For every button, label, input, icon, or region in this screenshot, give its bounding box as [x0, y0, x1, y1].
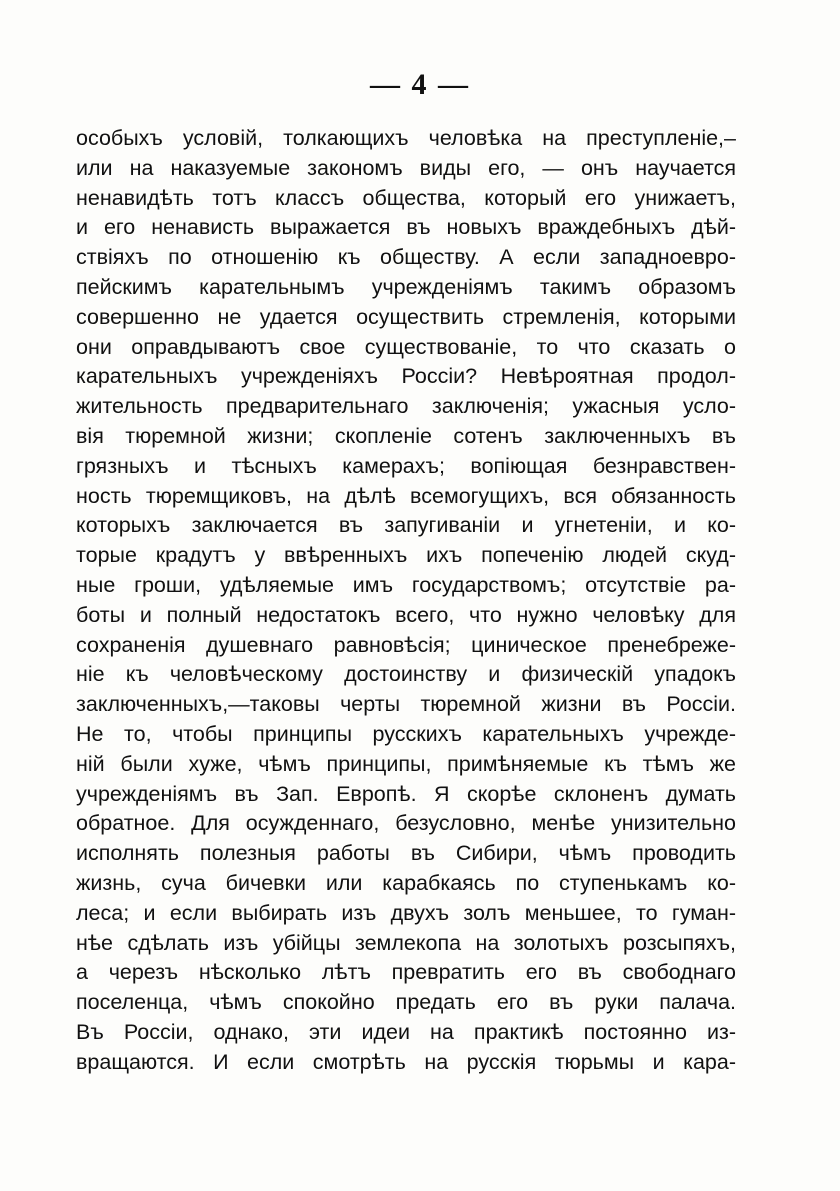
- text-line: обратное. Для осужденнаго, безусловно, менѣе унизительно: [76, 811, 736, 836]
- text-line: исполнять полезныя работы въ Сибири, чѣмъ проводить: [76, 841, 736, 866]
- text-line: а черезъ нѣсколько лѣтъ превратить его въ свободнаго: [76, 960, 736, 985]
- text-line: грязныхъ и тѣсныхъ камерахъ; вопіющая безнравствен-: [76, 453, 736, 478]
- text-line: учрежденіямъ въ Зап. Европѣ. Я скорѣе склоненъ думать: [76, 781, 736, 806]
- text-line: ненавидѣть тотъ классъ общества, который его унижаетъ,: [76, 185, 736, 210]
- text-line: вія тюремной жизни; скопленіе сотенъ заключенныхъ въ: [76, 423, 736, 448]
- text-line: особыхъ условій, толкающихъ человѣка на преступленіе,–: [76, 126, 736, 150]
- text-line: вращаются. И если смотрѣть на русскія тюрьмы и кара-: [76, 1049, 736, 1074]
- text-line: и его ненависть выражается въ новыхъ враждебныхъ дѣй-: [76, 215, 736, 240]
- text-line: сохраненія душевнаго равновѣсія; циническое пренебреже-: [76, 632, 736, 657]
- text-line: нѣе сдѣлать изъ убійцы землекопа на золотыхъ розсыпяхъ,: [76, 930, 736, 955]
- text-line: торые крадутъ у ввѣренныхъ ихъ попеченію людей скуд-: [76, 543, 736, 568]
- text-line: боты и полный недостатокъ всего, что нужно человѣку для: [76, 602, 736, 627]
- text-line: заключенныхъ,—таковы черты тюремной жизни въ Россіи.: [76, 692, 736, 717]
- text-line: совершенно не удается осуществить стремленія, которыми: [76, 304, 736, 329]
- text-line: ные гроши, удѣляемые имъ государствомъ; отсутствіе ра-: [76, 572, 736, 597]
- text-line: карательныхъ учрежденіяхъ Россіи? Невѣроятная продол-: [76, 364, 736, 389]
- text-line: поселенца, чѣмъ спокойно предать его въ руки палача.: [76, 990, 736, 1015]
- text-line: ность тюремщиковъ, на дѣлѣ всемогущихъ, вся обязанность: [76, 483, 736, 508]
- text-line: они оправдываютъ свое существованіе, то что сказать о: [76, 334, 736, 359]
- text-line: жизнь, суча бичевки или карабкаясь по ступенькамъ ко-: [76, 870, 736, 895]
- text-line: леса; и если выбирать изъ двухъ золъ меньшее, то гуман-: [76, 900, 736, 925]
- body-text: [76, 124, 736, 1078]
- text-line: жительность предварительнаго заключенія; ужасныя усло-: [76, 394, 736, 419]
- text-line: или на наказуемые закономъ виды его, — онъ научается: [76, 155, 736, 180]
- text-line: Въ Россіи, однако, эти идеи на практикѣ постоянно из-: [76, 1019, 736, 1044]
- text-line: пейскимъ карательнымъ учрежденіямъ такимъ образомъ: [76, 274, 736, 299]
- text-line: которыхъ заключается въ запугиваніи и угнетеніи, и ко-: [76, 513, 736, 538]
- text-line: ніе къ человѣческому достоинству и физическій упадокъ: [76, 662, 736, 687]
- text-line: ствіяхъ по отношенію къ обществу. А если западноевро-: [76, 245, 736, 270]
- page-number: — 4 —: [370, 68, 470, 101]
- text-line: ній были хуже, чѣмъ принципы, примѣняемые къ тѣмъ же: [76, 751, 736, 776]
- text-line: Не то, чтобы принципы русскихъ карательныхъ учрежде-: [76, 721, 736, 746]
